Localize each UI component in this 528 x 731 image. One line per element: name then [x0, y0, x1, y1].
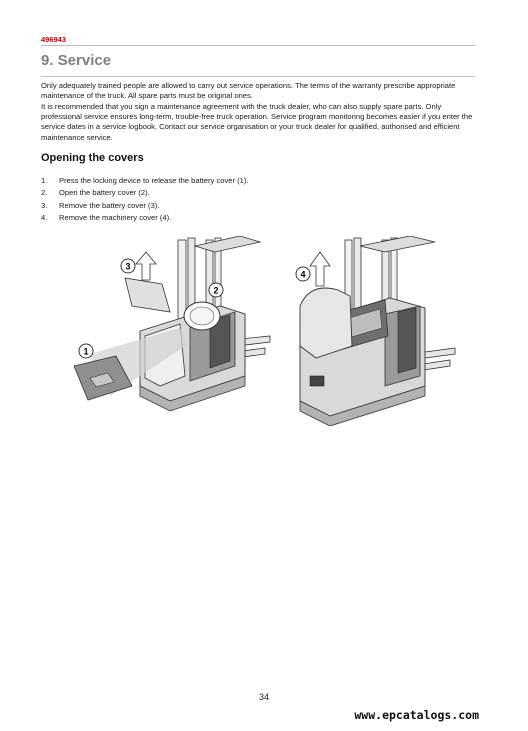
- document-id: 496943: [41, 35, 67, 44]
- list-item: [41, 175, 471, 187]
- list-item: [41, 187, 471, 199]
- section-title: 9. Service: [41, 52, 112, 69]
- callout-4-label: 4: [300, 269, 306, 280]
- callout-2-label: 2: [213, 285, 219, 296]
- header-rule: [41, 45, 475, 46]
- title-rule: [41, 76, 475, 77]
- battery-cover-illustration: [70, 236, 280, 416]
- step-number: 1.: [41, 176, 48, 185]
- step-text: Remove the machinery cover (4).: [59, 213, 172, 223]
- callout-3-label: 3: [125, 261, 131, 272]
- step-number: 4.: [41, 213, 48, 223]
- opening-covers-heading: Opening the covers: [41, 152, 144, 164]
- callout-4: [296, 267, 310, 281]
- step-text: Open the battery cover (2).: [59, 188, 150, 198]
- list-item: [41, 212, 471, 224]
- callout-3: [121, 259, 135, 273]
- watermark: www.epcatalogs.com: [354, 708, 479, 722]
- callout-1-label: 1: [83, 346, 89, 357]
- steps-list: [41, 175, 471, 225]
- step-number: 2.: [41, 188, 48, 198]
- page-number: 34: [258, 692, 269, 702]
- callout-1: [79, 344, 93, 358]
- step-text: Press the locking device to release the battery cover (1).: [59, 176, 249, 185]
- callout-2: [209, 283, 223, 297]
- intro-paragraph-2: It is recommended that you sign a maintenance agreement with the truck dealer, who can also supply spare parts. Only professional service ensures long-term, trouble-free truck operation. Service program monitoring becomes easier if you enter the service dates in a service logbook. Contact our service organisation or your truck dealer for qualified, authorised and efficient maintenance service.: [41, 102, 473, 142]
- intro-paragraph-1: Only adequately trained people are allowed to carry out service operations. The terms of the warranty prescribe appropriate maintenance of the truck. All spare parts must be original ones.: [41, 81, 456, 101]
- step-text: Remove the battery cover (3).: [59, 200, 160, 210]
- step-number: 3.: [41, 200, 48, 210]
- list-item: [41, 200, 471, 212]
- machinery-cover-illustration: [290, 236, 460, 426]
